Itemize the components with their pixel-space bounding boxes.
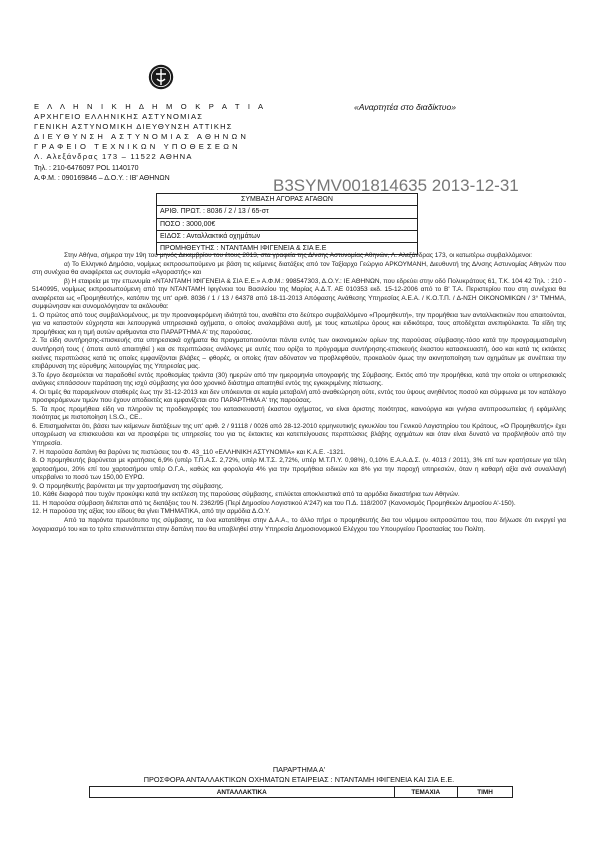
- clause-9: 9. Ο προμηθευτής βαρύνεται με την χαρτοσήμανση της σύμβασης.: [32, 482, 224, 490]
- header-line-3: ΔΙΕΥΘΥΝΣΗ ΑΣΤΥΝΟΜΙΑΣ ΑΘΗΝΩΝ: [34, 132, 250, 141]
- header-address: Λ. Αλεξάνδρας 173 – 11522 ΑΘΗΝΑ: [34, 152, 193, 161]
- price-table: [89, 786, 513, 798]
- contract-amount: ΠΟΣΟ : 3000,00€: [157, 218, 418, 230]
- hellenic-emblem-icon: [148, 64, 174, 90]
- closing-paragraph: Από τα παρόντα πρωτότυπο της σύμβασης, τα ένα κατατέθηκε στην Δ.Α.Α., το άλλο πήρε ο προμηθευτής δια του νόμιμου εκπροσώπου του, που δήλωσε ότι ενεργεί για λογαριασμό του και το τρίτο επισυνάπτεται στην δαπάνη που θα υποβληθεί στην Υπηρεσία Δημοσιονομικού Ελέγχου του Υπουργείου Προστασίας του Πολίτη.: [32, 516, 566, 533]
- price-table-header-price: ΤΙΜΗ: [458, 787, 513, 798]
- price-table-header-parts: ΑΝΤΑΛΛΑΚΤΙΚΑ: [90, 787, 395, 798]
- header-line-1: ΑΡΧΗΓΕΙΟ ΕΛΛΗΝΙΚΗΣ ΑΣΤΥΝΟΜΙΑΣ: [34, 112, 204, 121]
- clause-1: 1. Ο πρώτος από τους συμβαλλομένους, με την προαναφερόμενη ιδιότητά του, αναθέτει στο δεύτερο συμβαλλόμενο «Προμηθευτή», την προμήθεια των ανταλλακτικών που απαιτούνται, για να καταστούν εύχρηστα και λειτουργικά υπηρεσιακά οχήματα, ο οποίος αναλαμβάνει αυτή, με τους κατωτέρω όρους και ειδικότερα, τους αποδέχεται ανεπιφύλακτα. Τα είδη της προμήθειας και η τιμή αυτών αριθμονται στο ΠΑΡΑΡΤΗΜΑ Α' της παρούσας.: [32, 311, 566, 336]
- contract-protocol: ΑΡΙΘ. ΠΡΩΤ. : 8036 / 2 / 13 / 65-στ: [157, 206, 418, 218]
- header-line-2: ΓΕΝΙΚΗ ΑΣΤΥΝΟΜΙΚΗ ΔΙΕΥΘΥΝΣΗ ΑΤΤΙΚΗΣ: [34, 122, 233, 131]
- registry-stamp: Β3SYMV001814635 2013-12-31: [273, 176, 519, 195]
- clause-2: 2. Τα είδη συντήρησης-επισκευής στα υπηρεσιακά οχήματα θα πραγματοποιούνται πάντα εντός των οικονομικών ορίων της παρούσας σύμβασης-τόσο κατά την προγραμματισμένη συντήρησή τους ( όποτε αυτό απαιτηθεί ) και σε περιπτώσεις ανάλογες με αυτές που ορίζει το πρόγραμμα συντήρησης-επισκευής έκαστου κατασκευαστή, όσο και κατά τις εκτάκτες εκείνες περιπτώσεις κατά τις οποίες εμφανίζονται βλάβες – φθορές, οι οποίες ήταν αδύνατον να προβλεφθούν, προκαλούν όμως την ακινητοποίηση των οχημάτων με συνέπεια την επιβάρυνση της εύρυθμης λειτουργίας της Υπηρεσίας μας.: [32, 337, 566, 371]
- clause-4: 4. Οι τιμές θα παραμείνουν σταθερές έως την 31-12-2013 και δεν υπόκεινται σε καμία μεταβολή από αναθεώρηση ούτε, εντός του ύψους ανηθέντος ποσού και σύμφωνα με τον κατάλογο προσφερόμενων τιμών που έχουν αποδεκτές και εμφανίζεται στο ΠΑΡΑΡΤΗΜΑ Α' της παρούσας.: [32, 388, 566, 405]
- header-phone: Τηλ. : 210-6476097 POL 1140170: [34, 165, 139, 172]
- header-country: Ε Λ Λ Η Ν Ι Κ Η Δ Η Μ Ο Κ Ρ Α Τ Ι Α: [34, 102, 267, 111]
- intro-paragraph: Στην Αθήνα, σήμερα την 19η του μηνός Δεκεμβρίου του έτους 2013, στα γραφεία της Δ/νσης Αστυνομίας Αθηνών, Λ. Αλεξάνδρας 173, οι κατωτέρω συμβαλλόμενοι:: [64, 252, 533, 259]
- clause-10: 10. Κάθε διαφορά που τυχόν προκύψει κατά την εκτέλεση της παρούσας σύμβασης, επιλύεται αποκλειστικά από τα αρμόδια δικαστήρια των Αθηνών.: [32, 491, 460, 499]
- contract-type: ΕΙΔΟΣ : Ανταλλακτικά οχημάτων: [157, 230, 418, 242]
- clause-8: 8. Ο προμηθευτής βαρύνεται με κρατήσεις 6,9% (υπέρ Τ.Π.Α.Σ. 2,72%, υπέρ Μ.Τ.Σ. 2,72%, υπέρ Μ.Τ.Π.Υ. 0,98%), 0,10% Ε.Α.Α.Δ.Σ. (ν. 4013 / 2011), 3% επί των κρατήσεων για τέλη χαρτοσήμου, 20% επί του χαρτοσήμου υπέρ Ο.Γ.Α., καθώς και φορολογία 4% για την προμήθεια ειδικών και 8% για την παροχή υπηρεσιών, όταν η καθαρή αξία ανά συναλλαγή υπερβαίνει το ποσό των 150,00 ΕΥΡΩ.: [32, 457, 566, 482]
- party-b-paragraph: β) Η εταιρεία με την επωνυμία «ΝΤΑΝΤΑΜΗ ΙΦΙΓΕΝΕΙΑ & ΣΙΑ Ε.Ε.» Α.Φ.Μ.: 998547303, Δ.Ο.Υ.: ΙΕ ΑΘΗΝΩΝ, που εδρεύει στην οδό Πολυκράτους 61, Τ.Κ. 104 42 Τηλ. : 210 - 5140995, νομίμως εκπροσωπούμενη από την ΝΤΑΝΤΑΜΗ Ιφιγένεια του Βασιλείου της Μαρίας Α.Δ.Τ. ΑΕ 010353 εκδ. 15-12-2006 από το Β' Τ.Α. Περιστερίου που στη συνέχεια θα αναφέρεται ως «Προμηθευτής», κατόπιν της υπ' αριθ. 8036 / 1 / 13 / 64378 από 18-11-2013 Απόφασης Ανάθεσης Υπηρεσίας Α.Ε.Α. / Κ.Ο.Τ.Π. / Δ-ΝΣΗ ΟΙΚΟΝΟΜΙΚΩΝ / 3° ΤΜΗΜΑ, συμφώνησαν και συνομολόγησαν τα ακόλουθα:: [32, 277, 566, 311]
- price-table-header-quantity: ΤΕΜΑΧΙΑ: [394, 787, 457, 798]
- clause-6: 6. Επισημαίνεται ότι, βάσει των κείμενων διατάξεων της υπ' αριθ. 2 / 91118 / 0026 από 28-12-2010 ερμηνευτικής εγκυκλίου του Γενικού Λογιστηρίου του Κράτους, «Ο Προμηθευτής» έχει υποχρέωση να επισκευάσει και να προσφέρει τις υπηρεσίες του για τις έκτακτες και κατεπείγουσες περιπτώσεις βλάβης οχημάτων και όταν είναι δυνατό να προβληθούν από την Υπηρεσία.: [32, 422, 566, 448]
- header-tax-id: Α.Φ.Μ. : 090169846 – Δ.Ο.Υ. : ΙΒ' ΑΘΗΝΩΝ: [34, 175, 170, 182]
- clause-12: 12. Η παρούσα της αξίας του είδους θα γίνει ΤΜΗΜΑΤΙΚΑ, από την αρμόδια Δ.Ο.Υ.: [32, 508, 271, 516]
- clause-5: 5. Τα προς προμήθεια είδη να πληρούν τις προδιαγραφές του κατασκευαστή έκαστου οχήματος, να είναι άριστης ποιότητας, καινούργια και γνήσια αντιπροσωπείας ή εφάμιλλης ποιότητας με πιστοποίηση I.S.O., CE..: [32, 405, 566, 422]
- contract-body: [32, 252, 566, 534]
- publication-notice: «Αναρτητέα στο διαδίκτυο»: [354, 102, 457, 112]
- contract-title: ΣΥΜΒΑΣΗ ΑΓΟΡΑΣ ΑΓΑΘΩΝ: [157, 194, 418, 206]
- annex-subtitle: ΠΡΟΣΦΟΡΑ ΑΝΤΑΛΛΑΚΤΙΚΩΝ ΟΧΗΜΑΤΩΝ ΕΤΑΙΡΕΙΑΣ : ΝΤΑΝΤΑΜΗ ΙΦΙΓΕΝΕΙΑ ΚΑΙ ΣΙΑ Ε.Ε.: [143, 775, 455, 784]
- contract-summary-table: [156, 193, 418, 255]
- clause-3: 3.Το έργο δεσμεύεται να παραδοθεί εντός προθεσμίας τριάντα (30) ημερών από την ημερομηνία υπογραφής της Σύμβασης. Εκτός από την προμήθεια, κατά την οποία οι υπηρεσιακές ανάγκες επιτάσσουν παράταση της ισχύ σύμβασης για όσο χρονικό διάστημα απαιτηθεί εντός της εγκεκριμένης πίστωσης.: [32, 371, 566, 388]
- clause-7: 7. Η παρούσα δαπάνη θα βαρύνει τις πιστώσεις του Φ. 43_110 «ΕΛΛΗΝΙΚΗ ΑΣΤΥΝΟΜΙΑ» και Κ.Α.Ε. -1321.: [32, 448, 346, 456]
- header-line-4: ΓΡΑΦΕΙΟ ΤΕΧΝΙΚΩΝ ΥΠΟΘΕΣΕΩΝ: [34, 142, 241, 151]
- annex-heading: [32, 765, 566, 785]
- contract-supplier: ΠΡΟΜΗΘΕΥΤΗΣ : ΝΤΑΝΤΑΜΗ ΙΦΙΓΕΝΕΙΑ & ΣΙΑ Ε.Ε: [157, 243, 418, 255]
- clause-11: 11. Η παρούσα σύμβαση διέπεται από τις διατάξεις του Ν. 2362/95 (Περί Δημοσίου Λογιστικού Α'247) και του Π.Δ. 118/2007 (Κανονισμός Προμηθειών Δημοσίου Α'-150).: [32, 499, 516, 507]
- annex-title: ΠΑΡΑΡΤΗΜΑ Α': [272, 765, 326, 774]
- party-a-paragraph: α) Το Ελληνικό Δημόσιο, νομίμως εκπροσωπούμενο με βάση τις κείμενες διατάξεις από τον Ταξίαρχο Γεώργιο ΑΡΚΟΥΜΑΝΗ, Διευθυντή της Δ/νσης Αστυνομίας Αθηνών που στη συνέχεια θα αναφέρεται ως συντομία «Αγοραστής» και: [32, 260, 566, 277]
